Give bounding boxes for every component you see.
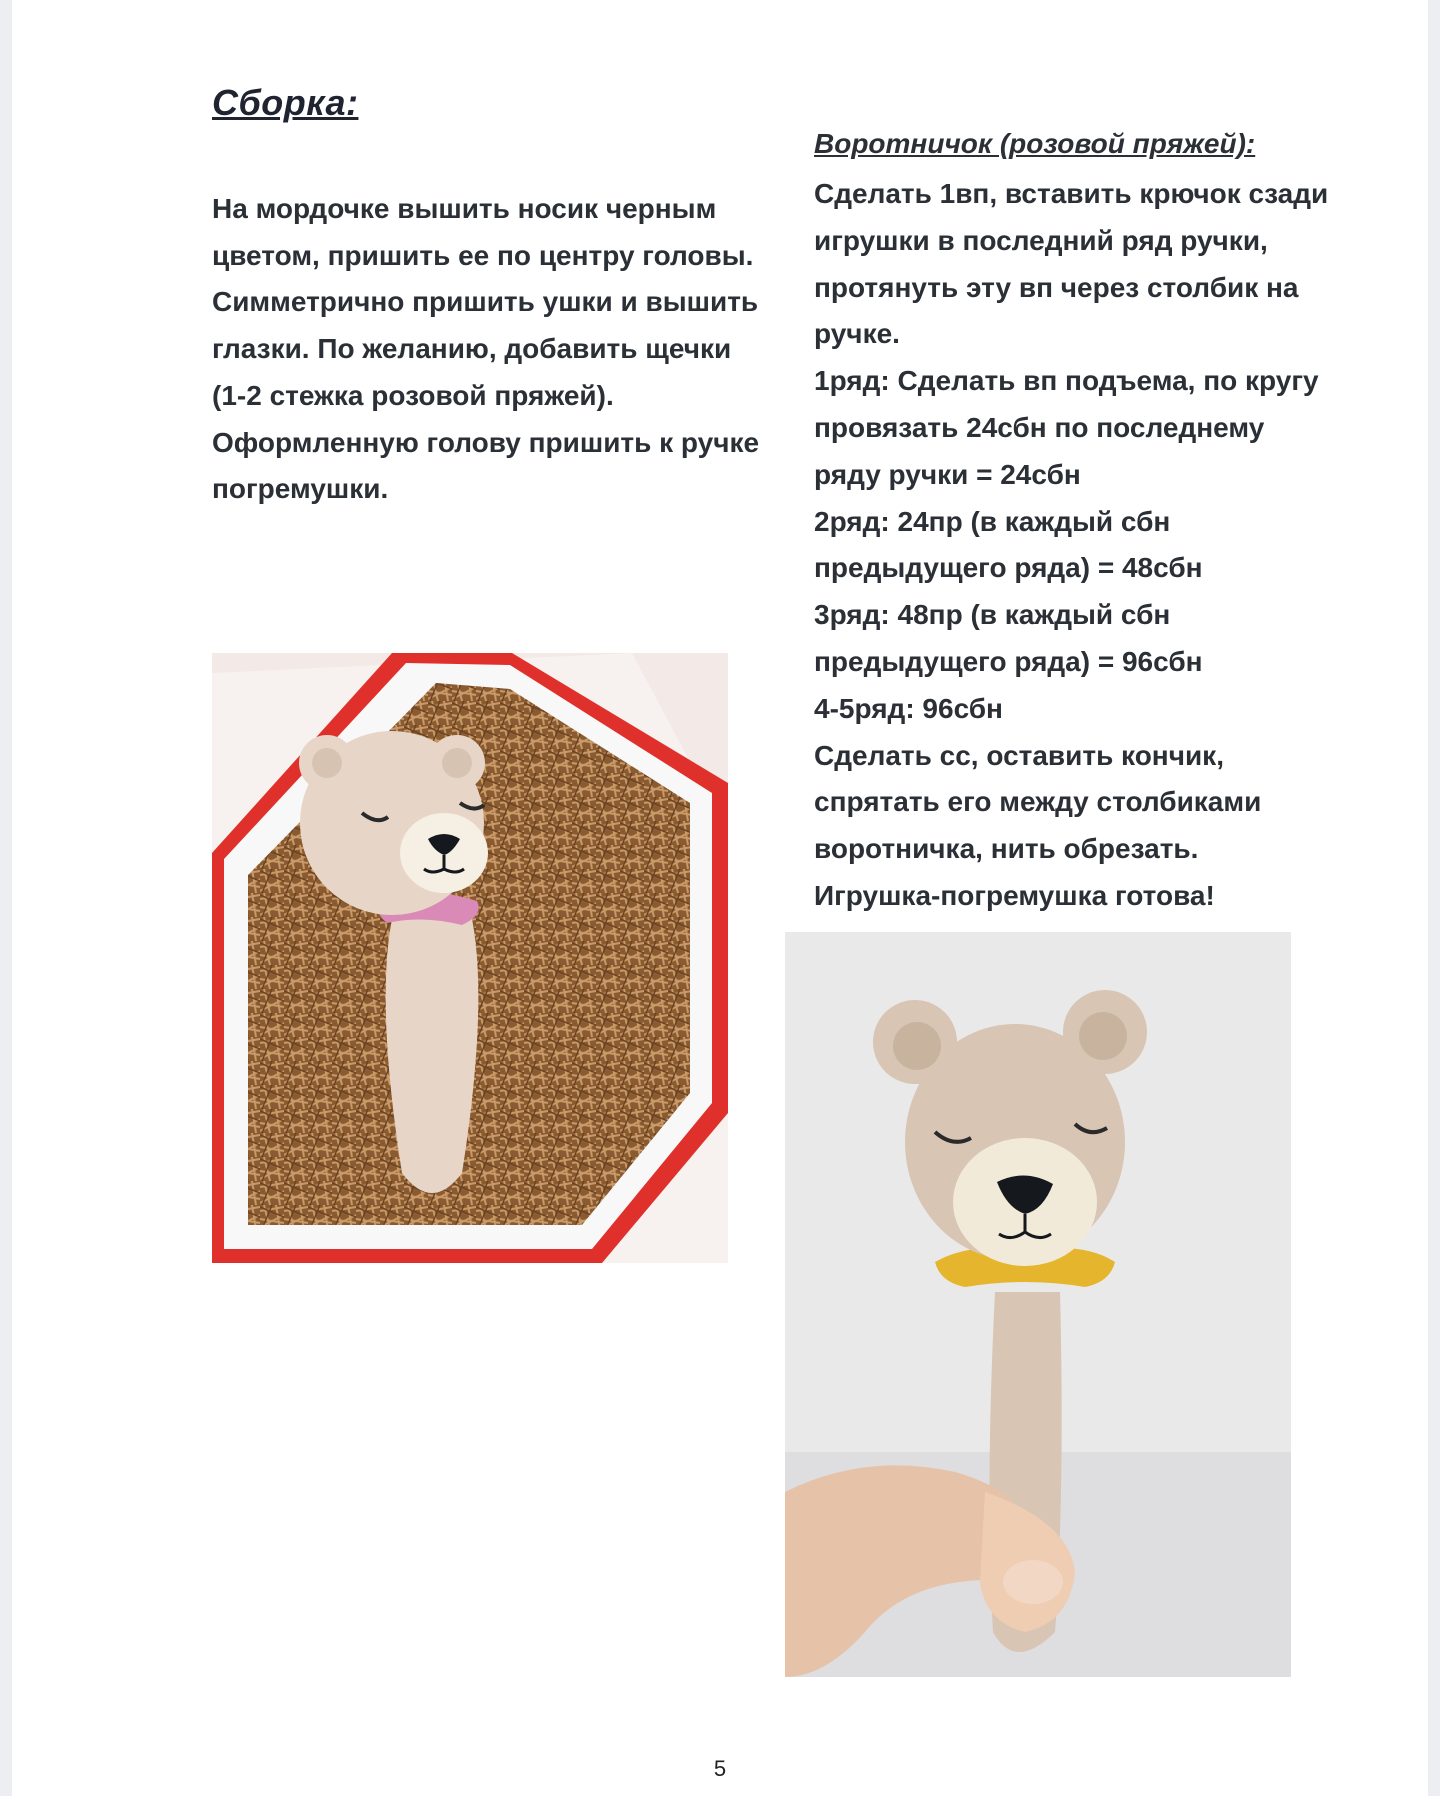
page-number: 5 (713, 1756, 727, 1781)
photo-rattle-in-hand (785, 932, 1291, 1677)
instruction-paragraph: Сделать сс, оставить кончик, спрятать его между столбиками воротничка, нить обрезать. (814, 739, 1262, 865)
collar-heading: Воротничок (розовой пряжей): (814, 128, 1256, 159)
instruction-paragraph: 3ряд: 48пр (в каждый сбн предыдущего ряда) = 96сбн (814, 599, 1203, 677)
instruction-paragraph: Симметрично пришить ушки и вышить глазки. По желанию, добавить щечки (1-2 стежка розовой пряжей). (212, 286, 759, 411)
instruction-paragraph: 1ряд: Сделать вп подъема, по кругу провязать 24сбн по последнему ряду ручки = 24сбн (814, 365, 1319, 490)
instruction-paragraph: На мордочке вышить носик черным цветом, пришить ее по центру головы. (212, 193, 754, 271)
collar-instructions (814, 171, 1334, 920)
photo-rattle-in-box (212, 653, 728, 1263)
instruction-paragraph: 2ряд: 24пр (в каждый сбн предыдущего ряда) = 48сбн (814, 505, 1203, 584)
instruction-paragraph: 4-5ряд: 96сбн (814, 692, 1003, 724)
assembly-instructions (212, 186, 772, 513)
instruction-paragraph: Оформленную голову пришить к ручке погремушки. (212, 426, 760, 505)
instruction-paragraph: Сделать 1вп, вставить крючок сзади игрушки в последний ряд ручки, протянуть эту вп через столбик на ручке. (814, 178, 1329, 350)
document-page (12, 0, 1428, 1796)
instruction-paragraph: Игрушка-погремушка готова! (814, 879, 1215, 911)
section-title: Сборка: (212, 82, 359, 123)
